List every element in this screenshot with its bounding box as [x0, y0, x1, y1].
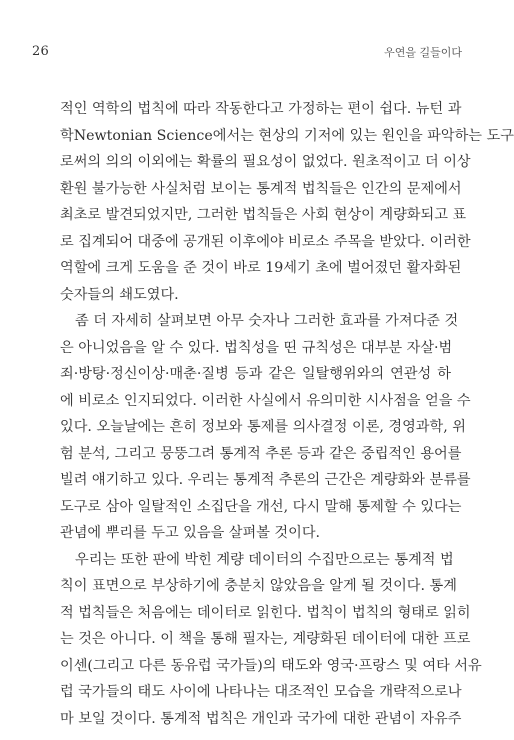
- text-line: 빌려 얘기하고 있다. 우리는 통계적 추론의 근간은 계량화와 분류를: [60, 472, 471, 488]
- paragraph-2: [60, 308, 471, 547]
- text-line: 숫자들의 쇄도였다.: [60, 286, 179, 303]
- text-line: 럽 국가들의 태도 사이에 나타나는 대조적인 모습을 개략적으로나: [60, 684, 462, 700]
- text-line: 좀 더 자세히 살펴보면 아무 숫자나 그러한 효과를 가져다준 것: [75, 313, 459, 329]
- text-line: 우리는 또한 판에 박힌 계량 데이터의 수집만으로는 통계적 법: [75, 551, 454, 568]
- text-line: 은 아니었음을 알 수 있다. 법칙성을 띤 규칙성은 대부분 자살·범: [60, 339, 453, 356]
- text-line: 험 분석, 그리고 뭉뚱그려 통계적 추론 등과 같은 중립적인 용어를: [60, 445, 462, 462]
- running-head: 우연을 길들이다: [384, 46, 462, 59]
- text-line: 에 비로소 인지되었다. 이러한 사실에서 유의미한 시사점을 얻을 수: [60, 392, 471, 409]
- page-number: 26: [32, 44, 49, 59]
- text-line: 환원 불가능한 사실처럼 보이는 통계적 법칙들은 인간의 문제에서: [60, 180, 462, 197]
- text-line: 관념에 뿌리를 두고 있음을 살펴볼 것이다.: [60, 525, 321, 541]
- text-line: 이센(그리고 다른 동유럽 국가들)의 태도와 영국·프랑스 및 여타 서유: [60, 657, 482, 674]
- text-line: 마 보일 것이다. 통계적 법칙은 개인과 국가에 대한 관념이 자유주: [60, 710, 462, 727]
- text-line: 역할에 크게 도움을 준 것이 바로 19세기 초에 벌어졌던 활자화된: [60, 260, 462, 276]
- text-line: 최초로 발견되었지만, 그러한 법칙들은 사회 현상이 계량화되고 표: [60, 207, 467, 223]
- text-line: 죄·방탕·정신이상·매춘·질병 등과 같은 일탈행위와의 연관성 하: [60, 366, 451, 382]
- text-line: 적인 역학의 법칙에 따라 작동한다고 가정하는 편이 쉽다. 뉴턴 과: [60, 101, 462, 117]
- text-line: 로써의 의의 이외에는 확률의 필요성이 없었다. 원초적이고 더 이상: [60, 154, 471, 170]
- text-line: 로 집계되어 대중에 공개된 이후에야 비로소 주목을 받았다. 이러한: [60, 233, 471, 250]
- body-text: [60, 96, 514, 732]
- text-line: 있다. 오늘날에는 흔히 정보와 통제를 의사결정 이론, 경영과학, 위: [60, 419, 466, 435]
- text-line: 적 법칙들은 처음에는 데이터로 읽힌다. 법칙이 법칙의 형태로 읽히: [60, 604, 471, 621]
- text-line: 도구로 삼아 일탈적인 소집단을 개선, 다시 말해 통제할 수 있다는: [60, 498, 462, 515]
- paragraph-3: [60, 547, 482, 733]
- text-line: 학Newtonian Science에서는 현상의 기저에 있는 원인을 파악하는 도구: [60, 127, 514, 144]
- text-line: 는 것은 아니다. 이 책을 통해 필자는, 계량화된 데이터에 대한 프로: [60, 631, 471, 647]
- text-line: 칙이 표면으로 부상하기에 충분치 않았음을 알게 될 것이다. 통계: [60, 578, 457, 594]
- paragraph-1: [60, 96, 514, 308]
